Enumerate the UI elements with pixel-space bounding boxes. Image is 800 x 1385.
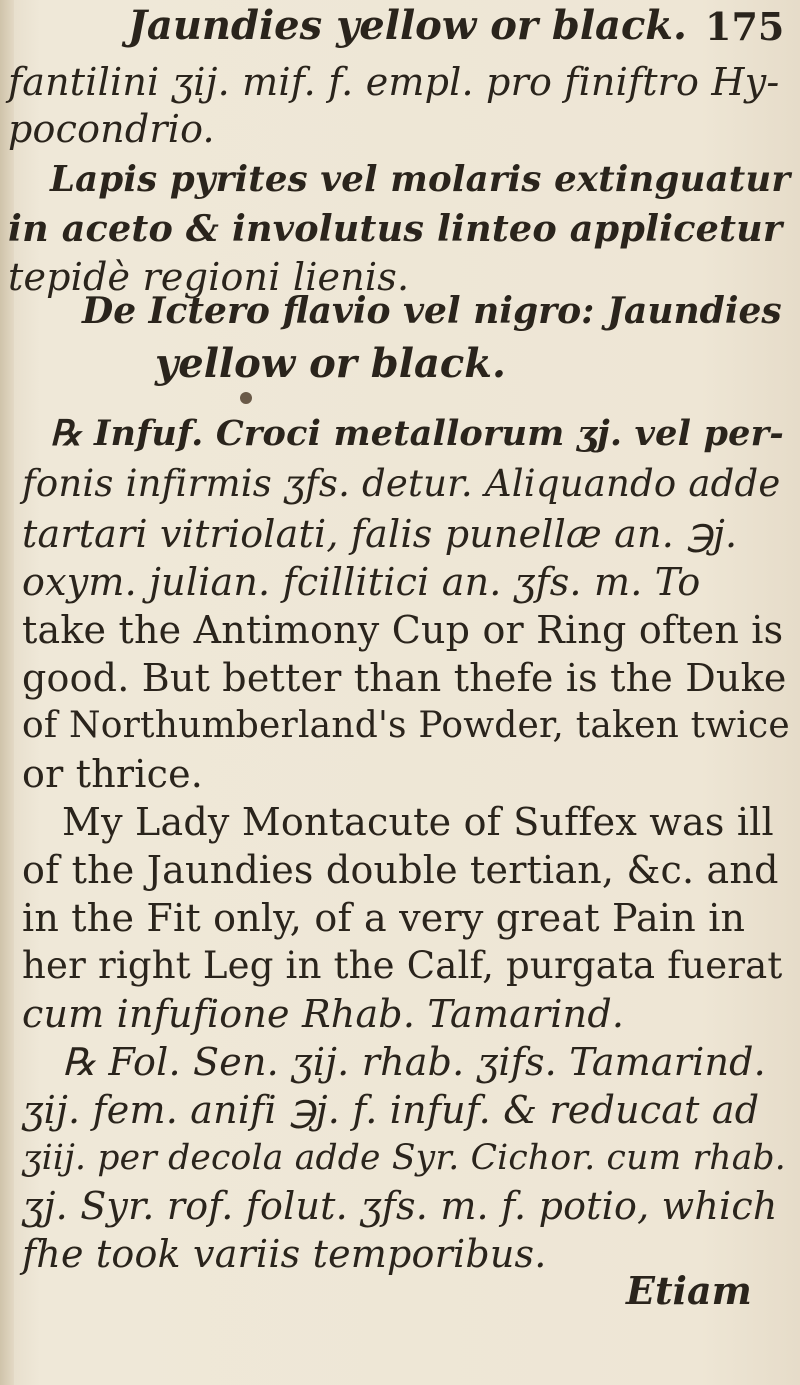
ornament-dot	[240, 392, 252, 404]
text-line: good. But better than thefe is the Duke	[22, 656, 787, 700]
text-line: tepidè regioni lienis.	[8, 255, 410, 299]
text-line: in the Fit only, of a very great Pain in	[22, 896, 746, 940]
text-line: of Northumberland's Powder, taken twice	[22, 705, 790, 746]
text-line: pocondrio.	[8, 107, 215, 151]
page-number: 175	[705, 4, 785, 49]
section-heading-line2: yellow or black.	[155, 340, 506, 387]
text-line: oxym. julian. fcillitici an. ʒfs. m. To	[22, 560, 701, 604]
text-line: in aceto & involutus linteo applicetur	[8, 207, 783, 250]
text-line: fonis infirmis ʒfs. detur. Aliquando adde	[22, 462, 781, 505]
text-line: Lapis pyrites vel molaris extinguatur	[50, 159, 791, 200]
text-line: her right Leg in the Calf, purgata fuerat	[22, 944, 783, 987]
running-title: Jaundies yellow or black.	[128, 2, 687, 49]
section-heading: De Ictero flavio vel nigro: Jaundies	[82, 290, 782, 332]
text-line: ℞ Fol. Sen. ʒij. rhab. ʒifs. Tamarind.	[62, 1040, 766, 1084]
text-line: ʒij. fem. anifi ℈j. f. infuf. & reducat ad	[22, 1088, 760, 1132]
text-line: ℞ Infuf. Croci metallorum ʒj. vel per-	[50, 413, 784, 454]
text-line: fantilini ʒij. mif. f. empl. pro finiftro Hy-	[8, 60, 780, 104]
text-line: tartari vitriolati, falis punellæ an. ℈j.	[22, 512, 738, 556]
text-line: ʒj. Syr. rof. folut. ʒfs. m. f. potio, which	[22, 1184, 778, 1228]
text-line: of the Jaundies double tertian, &c. and	[22, 848, 779, 892]
text-line: cum infufione Rhab. Tamarind.	[22, 992, 625, 1036]
text-line: take the Antimony Cup or Ring often is	[22, 608, 784, 652]
catchword: Etiam	[626, 1268, 752, 1313]
text-line: fhe took variis temporibus.	[22, 1232, 547, 1276]
text-line: My Lady Montacute of Suffex was ill	[62, 800, 774, 844]
text-line: or thrice.	[22, 752, 204, 796]
text-line: ʒiij. per decola adde Syr. Cichor. cum rhab.	[22, 1138, 786, 1178]
